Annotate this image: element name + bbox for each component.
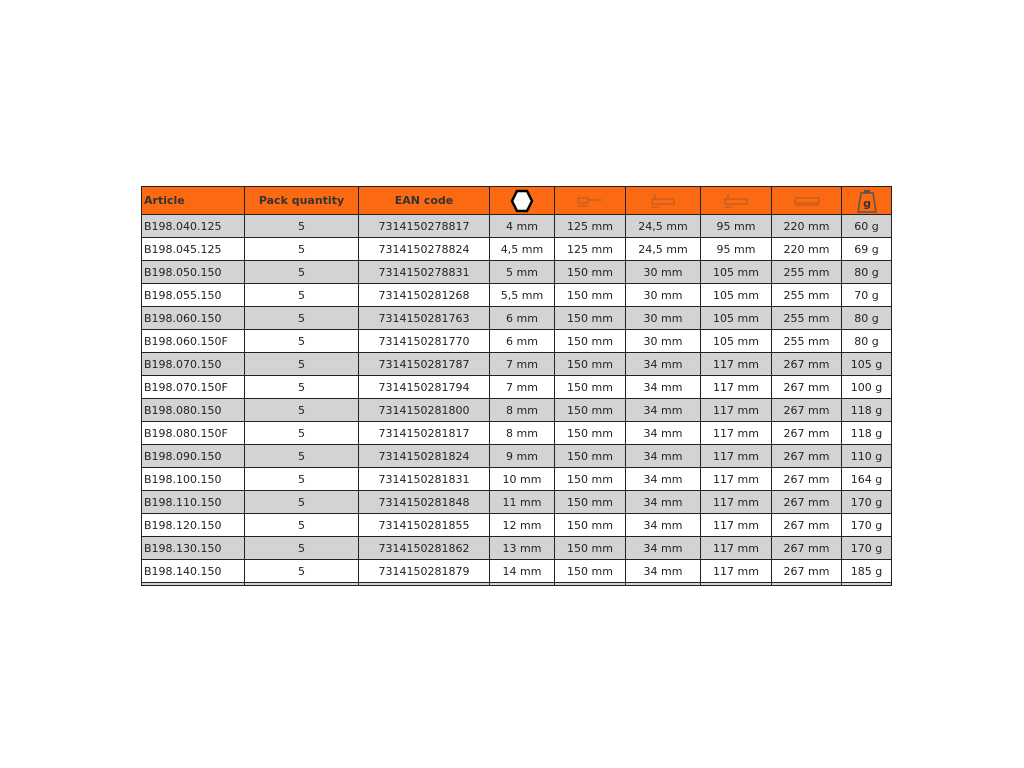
cell-ean-code: 7314150281831 bbox=[359, 468, 490, 491]
cell-article: B198.090.150 bbox=[142, 445, 245, 468]
cell-size: 14 mm bbox=[490, 560, 555, 583]
cell-ean-code: 7314150278824 bbox=[359, 238, 490, 261]
partial-cell bbox=[701, 583, 772, 586]
cell-head-depth: 95 mm bbox=[701, 238, 772, 261]
cell-length: 125 mm bbox=[555, 238, 626, 261]
cell-length: 150 mm bbox=[555, 261, 626, 284]
cell-ean-code: 7314150281794 bbox=[359, 376, 490, 399]
cell-head-depth: 117 mm bbox=[701, 560, 772, 583]
cell-pack-quantity: 5 bbox=[245, 560, 359, 583]
cell-head-depth: 117 mm bbox=[701, 399, 772, 422]
cell-article: B198.050.150 bbox=[142, 261, 245, 284]
cell-pack-quantity: 5 bbox=[245, 514, 359, 537]
table-row bbox=[142, 468, 892, 491]
cell-total-length: 267 mm bbox=[772, 468, 842, 491]
cell-size: 13 mm bbox=[490, 537, 555, 560]
cell-total-length: 267 mm bbox=[772, 399, 842, 422]
cell-head-width: 34 mm bbox=[626, 422, 701, 445]
cell-head-width: 30 mm bbox=[626, 284, 701, 307]
table-row bbox=[142, 399, 892, 422]
cell-total-length: 267 mm bbox=[772, 560, 842, 583]
product-table bbox=[141, 186, 892, 586]
cell-article: B198.060.150 bbox=[142, 307, 245, 330]
cell-pack-quantity: 5 bbox=[245, 261, 359, 284]
table-row bbox=[142, 376, 892, 399]
hexagon-size-icon bbox=[490, 187, 555, 215]
header-row bbox=[142, 187, 892, 215]
cell-total-length: 267 mm bbox=[772, 353, 842, 376]
table-row bbox=[142, 261, 892, 284]
cell-article: B198.080.150 bbox=[142, 399, 245, 422]
cell-length: 150 mm bbox=[555, 399, 626, 422]
cell-head-depth: 117 mm bbox=[701, 514, 772, 537]
cell-head-depth: 105 mm bbox=[701, 284, 772, 307]
table-row bbox=[142, 445, 892, 468]
cell-article: B198.070.150 bbox=[142, 353, 245, 376]
cell-size: 6 mm bbox=[490, 330, 555, 353]
cell-pack-quantity: 5 bbox=[245, 422, 359, 445]
cell-length: 150 mm bbox=[555, 491, 626, 514]
cell-article: B198.110.150 bbox=[142, 491, 245, 514]
cell-total-length: 267 mm bbox=[772, 422, 842, 445]
length-icon bbox=[555, 187, 626, 215]
cell-pack-quantity: 5 bbox=[245, 445, 359, 468]
head-width-icon bbox=[626, 187, 701, 215]
cell-size: 8 mm bbox=[490, 399, 555, 422]
cell-size: 9 mm bbox=[490, 445, 555, 468]
cell-size: 10 mm bbox=[490, 468, 555, 491]
cell-head-width: 34 mm bbox=[626, 468, 701, 491]
partial-cell bbox=[842, 583, 892, 586]
cell-size: 7 mm bbox=[490, 376, 555, 399]
cell-weight: 69 g bbox=[842, 238, 892, 261]
cell-head-width: 30 mm bbox=[626, 307, 701, 330]
cell-head-width: 34 mm bbox=[626, 491, 701, 514]
cell-head-depth: 105 mm bbox=[701, 307, 772, 330]
cell-total-length: 255 mm bbox=[772, 284, 842, 307]
cell-head-depth: 105 mm bbox=[701, 261, 772, 284]
cell-weight: 80 g bbox=[842, 261, 892, 284]
cell-ean-code: 7314150281848 bbox=[359, 491, 490, 514]
cell-size: 11 mm bbox=[490, 491, 555, 514]
cell-total-length: 267 mm bbox=[772, 376, 842, 399]
cell-pack-quantity: 5 bbox=[245, 284, 359, 307]
cell-ean-code: 7314150281862 bbox=[359, 537, 490, 560]
cell-pack-quantity: 5 bbox=[245, 307, 359, 330]
cell-pack-quantity: 5 bbox=[245, 399, 359, 422]
cell-size: 5,5 mm bbox=[490, 284, 555, 307]
cell-weight: 118 g bbox=[842, 422, 892, 445]
table-row bbox=[142, 491, 892, 514]
table-row bbox=[142, 537, 892, 560]
cell-ean-code: 7314150281763 bbox=[359, 307, 490, 330]
partial-cell bbox=[359, 583, 490, 586]
cell-pack-quantity: 5 bbox=[245, 491, 359, 514]
cell-size: 12 mm bbox=[490, 514, 555, 537]
cell-length: 150 mm bbox=[555, 353, 626, 376]
cell-weight: 185 g bbox=[842, 560, 892, 583]
cell-size: 7 mm bbox=[490, 353, 555, 376]
cell-weight: 100 g bbox=[842, 376, 892, 399]
cell-pack-quantity: 5 bbox=[245, 537, 359, 560]
cell-total-length: 255 mm bbox=[772, 261, 842, 284]
cell-total-length: 255 mm bbox=[772, 307, 842, 330]
cell-weight: 170 g bbox=[842, 491, 892, 514]
partial-cell bbox=[626, 583, 701, 586]
cell-ean-code: 7314150281268 bbox=[359, 284, 490, 307]
cell-ean-code: 7314150281824 bbox=[359, 445, 490, 468]
cell-size: 5 mm bbox=[490, 261, 555, 284]
cell-length: 150 mm bbox=[555, 284, 626, 307]
cell-length: 150 mm bbox=[555, 445, 626, 468]
cell-pack-quantity: 5 bbox=[245, 330, 359, 353]
cell-ean-code: 7314150281787 bbox=[359, 353, 490, 376]
cell-ean-code: 7314150278817 bbox=[359, 215, 490, 238]
cell-head-width: 34 mm bbox=[626, 445, 701, 468]
cell-length: 150 mm bbox=[555, 422, 626, 445]
cell-ean-code: 7314150281817 bbox=[359, 422, 490, 445]
cell-weight: 170 g bbox=[842, 514, 892, 537]
cell-head-depth: 117 mm bbox=[701, 376, 772, 399]
cell-ean-code: 7314150281800 bbox=[359, 399, 490, 422]
table-row bbox=[142, 422, 892, 445]
cell-weight: 60 g bbox=[842, 215, 892, 238]
cell-article: B198.120.150 bbox=[142, 514, 245, 537]
partial-cell bbox=[555, 583, 626, 586]
cell-weight: 118 g bbox=[842, 399, 892, 422]
cell-article: B198.080.150F bbox=[142, 422, 245, 445]
cell-size: 6 mm bbox=[490, 307, 555, 330]
cell-length: 150 mm bbox=[555, 537, 626, 560]
cell-head-width: 34 mm bbox=[626, 514, 701, 537]
partial-cell bbox=[772, 583, 842, 586]
cell-article: B198.140.150 bbox=[142, 560, 245, 583]
cell-head-depth: 117 mm bbox=[701, 537, 772, 560]
cell-head-width: 34 mm bbox=[626, 376, 701, 399]
col-article: Article bbox=[142, 187, 245, 215]
partial-cell bbox=[245, 583, 359, 586]
cell-article: B198.055.150 bbox=[142, 284, 245, 307]
cell-size: 4,5 mm bbox=[490, 238, 555, 261]
cell-ean-code: 7314150281855 bbox=[359, 514, 490, 537]
cell-head-width: 30 mm bbox=[626, 261, 701, 284]
cell-head-depth: 105 mm bbox=[701, 330, 772, 353]
table-row bbox=[142, 307, 892, 330]
cell-length: 150 mm bbox=[555, 468, 626, 491]
cell-head-depth: 117 mm bbox=[701, 353, 772, 376]
cell-total-length: 220 mm bbox=[772, 215, 842, 238]
cell-length: 150 mm bbox=[555, 376, 626, 399]
total-length-icon bbox=[772, 187, 842, 215]
cell-pack-quantity: 5 bbox=[245, 215, 359, 238]
cell-total-length: 267 mm bbox=[772, 445, 842, 468]
table-row bbox=[142, 560, 892, 583]
cell-total-length: 267 mm bbox=[772, 514, 842, 537]
cell-total-length: 267 mm bbox=[772, 491, 842, 514]
cell-weight: 164 g bbox=[842, 468, 892, 491]
cell-head-depth: 117 mm bbox=[701, 491, 772, 514]
cell-head-width: 30 mm bbox=[626, 330, 701, 353]
cell-length: 150 mm bbox=[555, 560, 626, 583]
cell-length: 125 mm bbox=[555, 215, 626, 238]
cell-article: B198.045.125 bbox=[142, 238, 245, 261]
table-row bbox=[142, 514, 892, 537]
cell-total-length: 220 mm bbox=[772, 238, 842, 261]
cell-pack-quantity: 5 bbox=[245, 376, 359, 399]
cell-article: B198.100.150 bbox=[142, 468, 245, 491]
cell-article: B198.040.125 bbox=[142, 215, 245, 238]
cell-weight: 105 g bbox=[842, 353, 892, 376]
cell-head-depth: 117 mm bbox=[701, 422, 772, 445]
cell-head-width: 34 mm bbox=[626, 399, 701, 422]
cell-head-depth: 117 mm bbox=[701, 468, 772, 491]
cell-head-width: 24,5 mm bbox=[626, 215, 701, 238]
col-pack-quantity: Pack quantity bbox=[245, 187, 359, 215]
table-row bbox=[142, 215, 892, 238]
cell-length: 150 mm bbox=[555, 330, 626, 353]
weight-icon bbox=[842, 187, 892, 215]
cell-length: 150 mm bbox=[555, 514, 626, 537]
table-row bbox=[142, 284, 892, 307]
cell-pack-quantity: 5 bbox=[245, 353, 359, 376]
cell-size: 4 mm bbox=[490, 215, 555, 238]
col-ean: EAN code bbox=[359, 187, 490, 215]
cell-length: 150 mm bbox=[555, 307, 626, 330]
cell-weight: 80 g bbox=[842, 330, 892, 353]
cell-weight: 110 g bbox=[842, 445, 892, 468]
cell-head-width: 34 mm bbox=[626, 560, 701, 583]
cell-head-depth: 95 mm bbox=[701, 215, 772, 238]
cell-weight: 70 g bbox=[842, 284, 892, 307]
table-row bbox=[142, 238, 892, 261]
cell-pack-quantity: 5 bbox=[245, 468, 359, 491]
partial-row bbox=[142, 583, 892, 586]
cell-size: 8 mm bbox=[490, 422, 555, 445]
cell-head-width: 34 mm bbox=[626, 353, 701, 376]
table-row bbox=[142, 353, 892, 376]
head-depth-icon bbox=[701, 187, 772, 215]
cell-weight: 80 g bbox=[842, 307, 892, 330]
partial-cell bbox=[142, 583, 245, 586]
cell-head-depth: 117 mm bbox=[701, 445, 772, 468]
partial-cell bbox=[490, 583, 555, 586]
cell-head-width: 24,5 mm bbox=[626, 238, 701, 261]
cell-weight: 170 g bbox=[842, 537, 892, 560]
cell-ean-code: 7314150278831 bbox=[359, 261, 490, 284]
cell-total-length: 255 mm bbox=[772, 330, 842, 353]
cell-pack-quantity: 5 bbox=[245, 238, 359, 261]
cell-head-width: 34 mm bbox=[626, 537, 701, 560]
cell-article: B198.130.150 bbox=[142, 537, 245, 560]
table-row bbox=[142, 330, 892, 353]
cell-ean-code: 7314150281879 bbox=[359, 560, 490, 583]
cell-article: B198.060.150F bbox=[142, 330, 245, 353]
cell-total-length: 267 mm bbox=[772, 537, 842, 560]
svg-text:g: g bbox=[862, 196, 871, 210]
cell-ean-code: 7314150281770 bbox=[359, 330, 490, 353]
cell-article: B198.070.150F bbox=[142, 376, 245, 399]
